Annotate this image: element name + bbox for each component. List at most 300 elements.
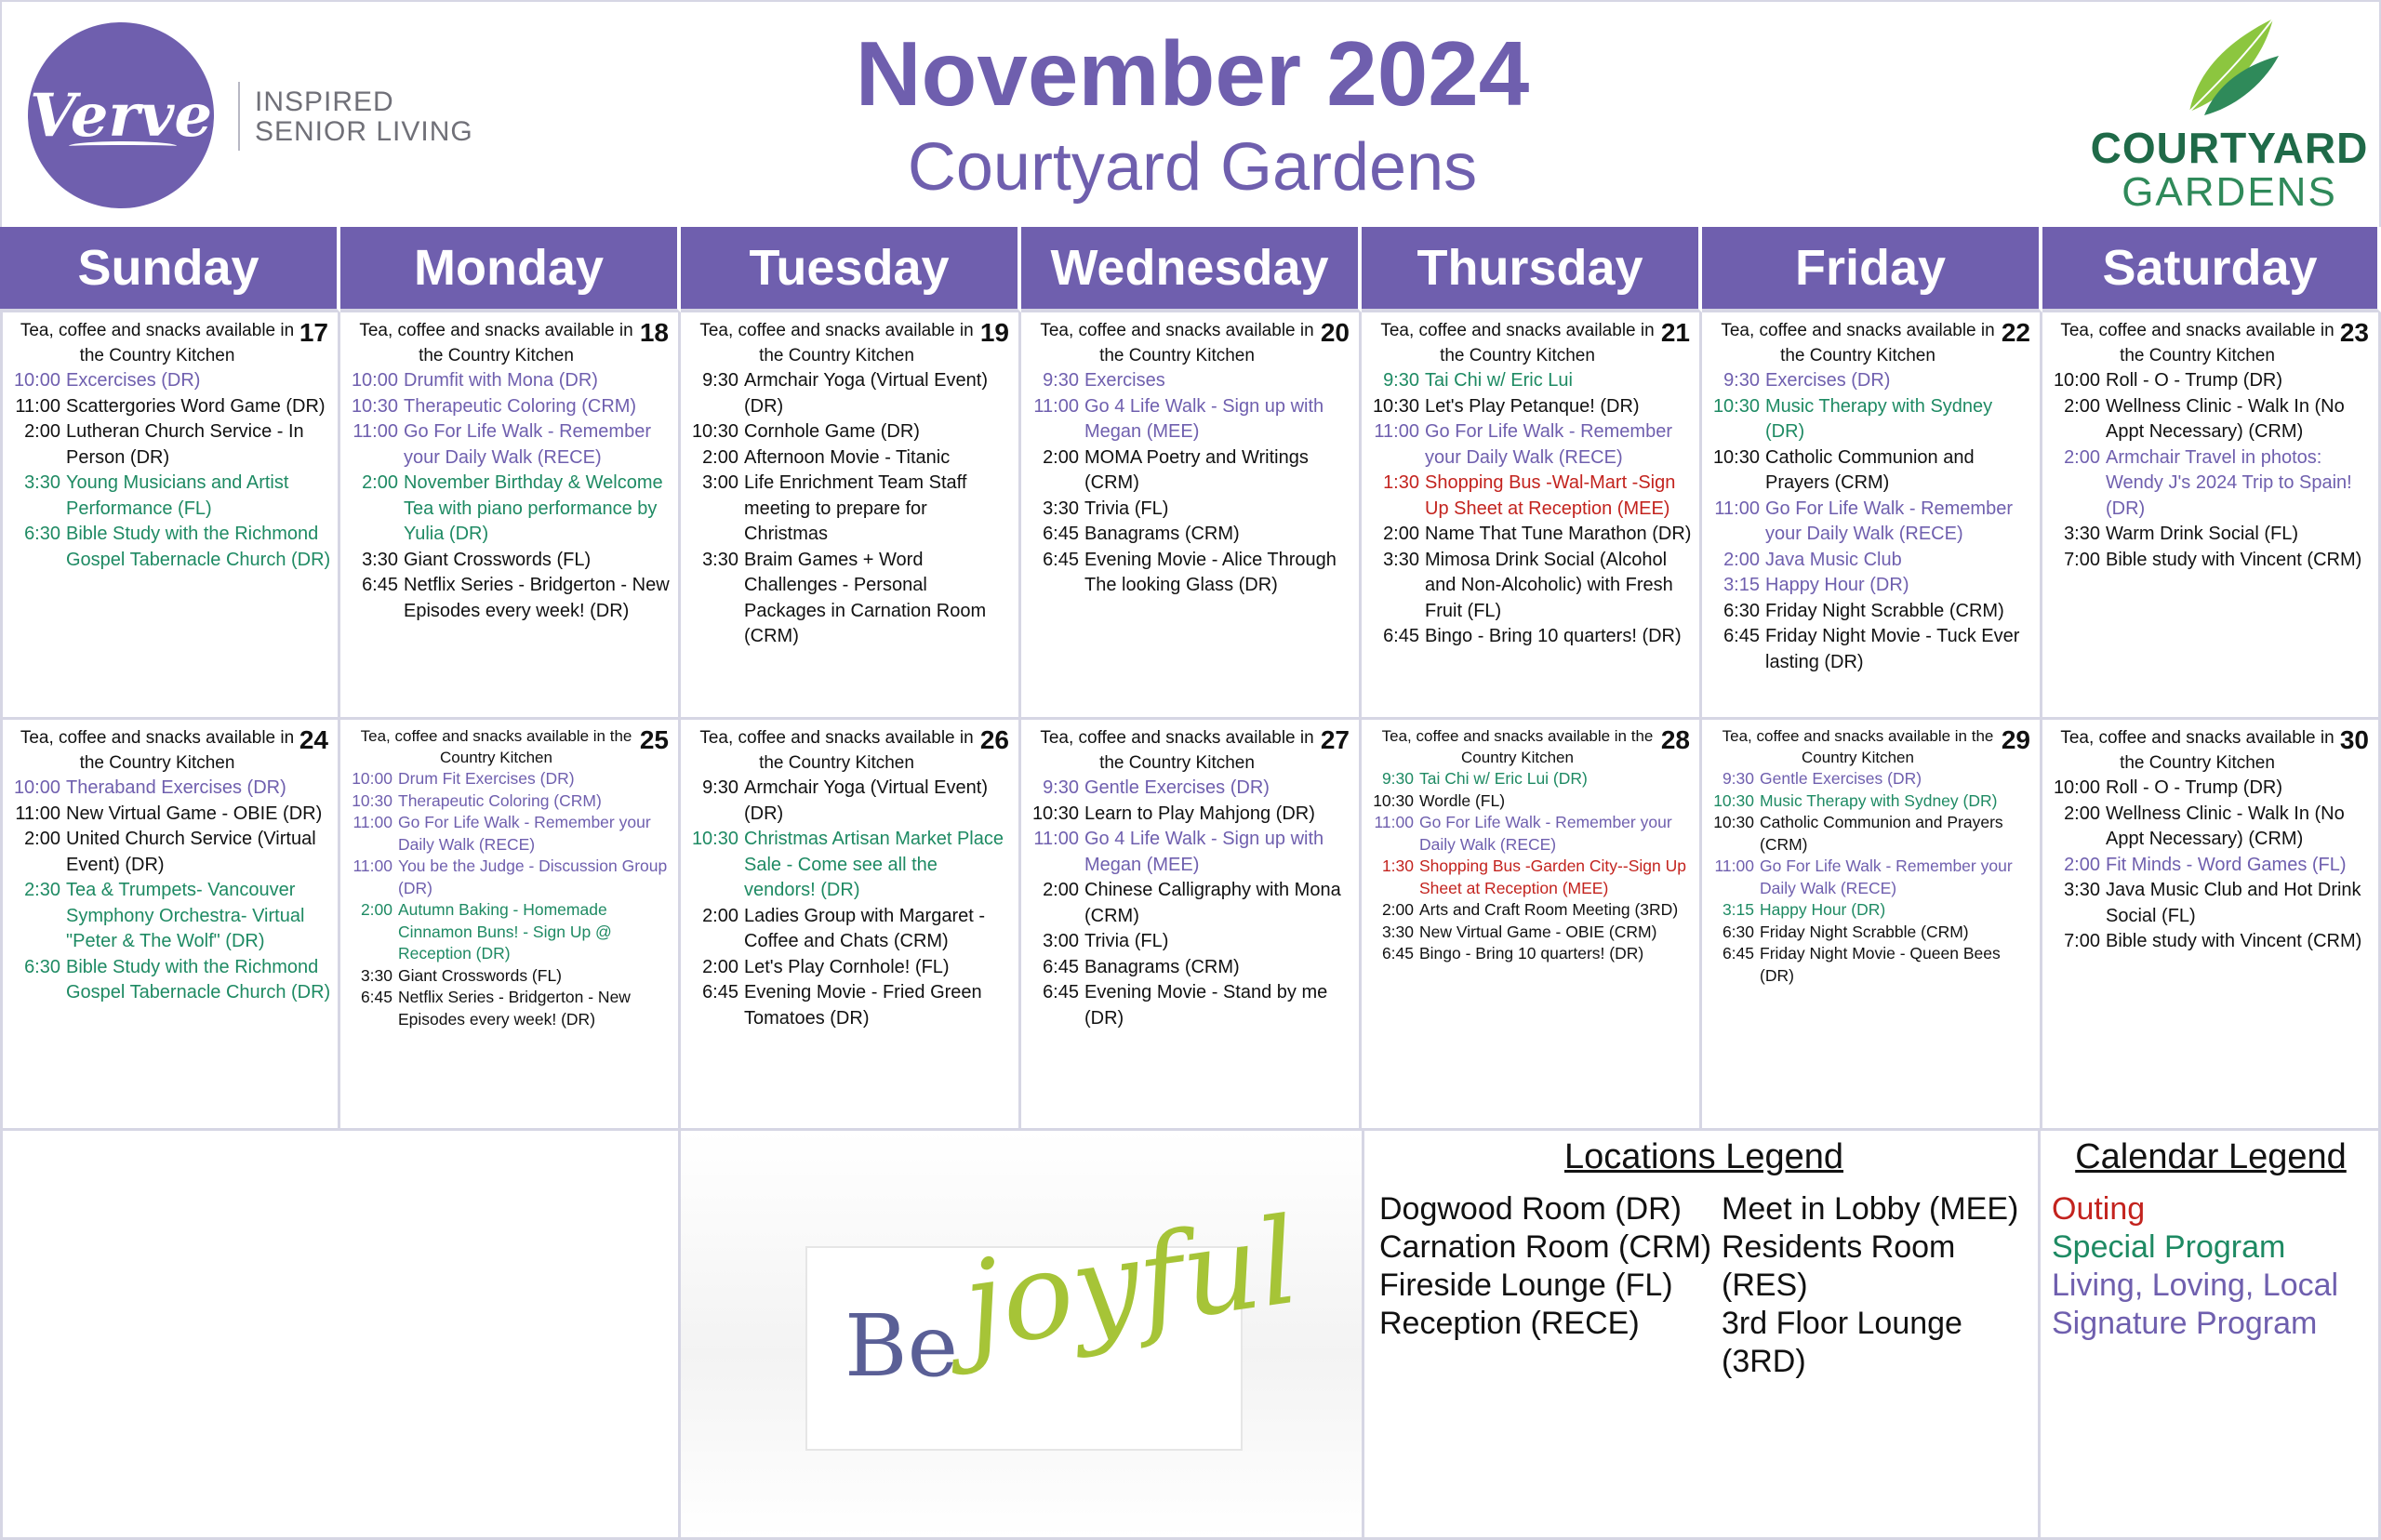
event-item bbox=[1367, 394, 1694, 420]
event-item bbox=[1367, 790, 1694, 813]
event-item bbox=[8, 802, 332, 828]
event-time: 11:00 bbox=[1374, 421, 1419, 442]
event-title: Catholic Communion and Prayers (CRM) bbox=[1765, 446, 1975, 493]
event-title: Ladies Group with Margaret - Coffee and Chats (CRM) bbox=[744, 905, 986, 951]
event-title: Warm Drink Social (FL) bbox=[2106, 524, 2299, 544]
event-item bbox=[1027, 827, 1353, 878]
tea-coffee-note: Tea, coffee and snacks available in the Country Kitchen bbox=[1381, 727, 1654, 766]
event-time: 3:30 bbox=[1381, 922, 1414, 941]
event-item bbox=[8, 827, 332, 878]
verve-logo bbox=[28, 22, 214, 208]
event-time: 6:45 bbox=[1043, 524, 1079, 544]
event-item bbox=[346, 573, 672, 624]
event-item bbox=[2048, 368, 2373, 394]
event-item bbox=[1708, 573, 2034, 599]
event-title: Afternoon Movie - Titanic bbox=[744, 446, 951, 468]
tea-coffee-note: Tea, coffee and snacks available in the Country Kitchen bbox=[699, 728, 974, 773]
event-time: 1:30 bbox=[1383, 472, 1419, 493]
tea-coffee-note: Tea, coffee and snacks available in the Country Kitchen bbox=[1722, 727, 1994, 766]
event-title: Name That Tune Marathon (DR) bbox=[1425, 524, 1692, 544]
event-item bbox=[1027, 929, 1353, 955]
weekday-saturday: Saturday bbox=[2042, 227, 2381, 312]
event-title: Bingo - Bring 10 quarters! (DR) bbox=[1419, 944, 1644, 962]
event-item bbox=[1708, 790, 2034, 813]
event-time: 3:15 bbox=[1723, 575, 1760, 595]
event-item bbox=[346, 419, 672, 471]
event-item bbox=[346, 768, 672, 790]
tea-coffee-note: Tea, coffee and snacks available in the Country Kitchen bbox=[359, 321, 633, 365]
event-time: 2:00 bbox=[2064, 395, 2100, 417]
event-title: Bingo - Bring 10 quarters! (DR) bbox=[1425, 626, 1682, 646]
event-title: Go For Life Walk - Remember your Daily Walk (RECE) bbox=[1765, 498, 2013, 544]
event-title: Catholic Communion and Prayers (CRM) bbox=[1760, 813, 2003, 854]
event-time: 9:30 bbox=[702, 777, 738, 798]
event-time: 11:00 bbox=[352, 421, 398, 442]
location-legend-entry: Reception (RECE) bbox=[1379, 1306, 1640, 1341]
event-title: Roll - O - Trump (DR) bbox=[2106, 370, 2282, 391]
event-time: 2:00 bbox=[702, 446, 738, 468]
event-time: 10:30 bbox=[1031, 803, 1079, 824]
event-time: 10:00 bbox=[2053, 777, 2100, 798]
event-time: 6:30 bbox=[1722, 922, 1754, 941]
empty-panel bbox=[0, 1131, 681, 1540]
event-time: 2:00 bbox=[1043, 880, 1079, 900]
day-cell-17 bbox=[0, 312, 340, 720]
event-time: 11:00 bbox=[1714, 498, 1760, 519]
event-time: 2:00 bbox=[1043, 446, 1079, 468]
event-time: 9:30 bbox=[1723, 370, 1760, 391]
event-title: New Virtual Game - OBIE (CRM) bbox=[1419, 922, 1657, 941]
event-time: 11:00 bbox=[1374, 813, 1414, 831]
event-time: 3:00 bbox=[702, 472, 738, 493]
day-cell-25 bbox=[340, 720, 681, 1131]
event-time: 2:00 bbox=[362, 472, 398, 493]
event-item bbox=[1708, 548, 2034, 574]
day-number: 21 bbox=[1660, 318, 1690, 347]
event-item bbox=[346, 899, 672, 965]
month-title: November 2024 bbox=[855, 22, 1530, 125]
tea-coffee-note: Tea, coffee and snacks available in the Country Kitchen bbox=[699, 321, 974, 365]
event-time: 11:00 bbox=[15, 803, 60, 824]
event-title: Excercises (DR) bbox=[66, 370, 201, 391]
event-time: 11:00 bbox=[1033, 395, 1079, 417]
event-title: MOMA Poetry and Writings (CRM) bbox=[1084, 446, 1309, 493]
weekday-sunday: Sunday bbox=[0, 227, 340, 312]
event-item bbox=[1708, 497, 2034, 548]
event-title: Arts and Craft Room Meeting (3RD) bbox=[1419, 900, 1679, 919]
day-cell-19 bbox=[681, 312, 1021, 720]
event-item bbox=[1027, 878, 1353, 929]
event-title: Mimosa Drink Social (Alcohol and Non-Alcoholic) with Fresh Fruit (FL) bbox=[1425, 549, 1673, 621]
event-title: Wellness Clinic - Walk In (No Appt Necessary) (CRM) bbox=[2106, 803, 2345, 849]
event-time: 3:30 bbox=[362, 549, 398, 570]
event-item bbox=[8, 878, 332, 955]
event-title: November Birthday & Welcome Tea with piano performance by Yulia (DR) bbox=[404, 472, 663, 544]
weekday-friday: Friday bbox=[1702, 227, 2042, 312]
event-title: Friday Night Scrabble (CRM) bbox=[1765, 600, 2004, 621]
event-item bbox=[8, 394, 332, 420]
day-cell-28 bbox=[1362, 720, 1702, 1131]
event-item bbox=[346, 548, 672, 574]
calendar-legend-entry: Outing bbox=[2052, 1191, 2146, 1227]
event-title: Armchair Yoga (Virtual Event) (DR) bbox=[744, 777, 988, 824]
event-item bbox=[346, 471, 672, 548]
be-joyful-image bbox=[805, 1191, 1307, 1451]
event-title: Young Musicians and Artist Performance (FL) bbox=[66, 472, 289, 519]
event-item bbox=[346, 965, 672, 988]
event-title: Go For Life Walk - Remember your Daily Walk (RECE) bbox=[1760, 856, 2013, 897]
event-item bbox=[1708, 922, 2034, 944]
location-legend-entry: 3rd Floor Lounge (3RD) bbox=[1722, 1306, 1962, 1379]
event-title: Music Therapy with Sydney (DR) bbox=[1765, 395, 1993, 442]
event-title: Theraband Exercises (DR) bbox=[66, 777, 286, 798]
event-title: Music Therapy with Sydney (DR) bbox=[1760, 790, 1998, 810]
calendar-legend bbox=[2041, 1131, 2381, 1540]
event-time: 6:45 bbox=[360, 988, 392, 1006]
day-cell-22 bbox=[1702, 312, 2042, 720]
event-item bbox=[1708, 856, 2034, 899]
calendar-legend-title: Calendar Legend bbox=[2075, 1137, 2347, 1176]
event-time: 1:30 bbox=[1381, 856, 1414, 875]
event-title: Learn to Play Mahjong (DR) bbox=[1084, 803, 1315, 824]
event-title: Go For Life Walk - Remember your Daily Walk (RECE) bbox=[1425, 421, 1672, 468]
event-time: 11:00 bbox=[1033, 829, 1079, 849]
event-title: Lutheran Church Service - In Person (DR) bbox=[66, 421, 304, 468]
event-item bbox=[1367, 943, 1694, 965]
event-item bbox=[686, 776, 1013, 827]
event-title: Go For Life Walk - Remember your Daily Walk (RECE) bbox=[404, 421, 651, 468]
event-time: 2:00 bbox=[360, 900, 392, 919]
weekday-tuesday: Tuesday bbox=[681, 227, 1021, 312]
event-title: Trivia (FL) bbox=[1084, 498, 1169, 519]
weekday-header-row bbox=[0, 227, 2381, 312]
day-number: 29 bbox=[2001, 725, 2030, 754]
event-time: 2:00 bbox=[1381, 900, 1414, 919]
calendar-grid bbox=[0, 312, 2381, 1131]
event-title: Friday Night Movie - Tuck Ever lasting (DR) bbox=[1765, 626, 2020, 672]
event-time: 3:30 bbox=[1383, 549, 1419, 570]
event-title: Scattergories Word Game (DR) bbox=[66, 395, 326, 417]
event-item bbox=[1708, 899, 2034, 922]
tea-coffee-note: Tea, coffee and snacks available in the Country Kitchen bbox=[2060, 728, 2334, 773]
event-time: 10:30 bbox=[1373, 790, 1414, 810]
event-title: Gentle Exercises (DR) bbox=[1084, 777, 1270, 798]
event-item bbox=[1367, 548, 1694, 625]
event-time: 3:30 bbox=[2064, 524, 2100, 544]
day-cell-30 bbox=[2042, 720, 2381, 1131]
event-title: United Church Service (Virtual Event) (DR) bbox=[66, 829, 316, 875]
event-time: 10:00 bbox=[351, 370, 398, 391]
event-title: Bible Study with the Richmond Gospel Tabernacle Church (DR) bbox=[66, 524, 331, 570]
event-title: Go 4 Life Walk - Sign up with Megan (MEE) bbox=[1084, 395, 1324, 442]
event-time: 9:30 bbox=[1383, 370, 1419, 391]
event-time: 6:45 bbox=[1043, 982, 1079, 1002]
event-title: Wordle (FL) bbox=[1419, 790, 1506, 810]
day-number: 22 bbox=[2001, 318, 2030, 347]
event-title: Go For Life Walk - Remember your Daily Walk (RECE) bbox=[398, 813, 651, 854]
weekday-thursday: Thursday bbox=[1362, 227, 1702, 312]
verve-logo-text: Verve bbox=[29, 80, 213, 151]
event-time: 2:00 bbox=[2064, 446, 2100, 468]
event-time: 10:00 bbox=[13, 370, 60, 391]
legend-row bbox=[0, 1131, 2381, 1540]
event-title: Therapeutic Coloring (CRM) bbox=[404, 395, 637, 417]
event-time: 3:00 bbox=[1043, 931, 1079, 951]
event-time: 10:30 bbox=[1372, 395, 1419, 417]
tea-coffee-note: Tea, coffee and snacks available in the Country Kitchen bbox=[1040, 728, 1314, 773]
event-time: 6:45 bbox=[1043, 549, 1079, 570]
tea-coffee-note: Tea, coffee and snacks available in the Country Kitchen bbox=[2060, 321, 2334, 365]
location-legend-entry: Meet in Lobby (MEE) bbox=[1722, 1191, 2019, 1227]
event-time: 10:00 bbox=[352, 769, 392, 788]
event-title: You be the Judge - Discussion Group (DR) bbox=[398, 856, 668, 897]
event-title: Java Music Club and Hot Drink Social (FL) bbox=[2106, 880, 2361, 926]
event-item bbox=[1027, 445, 1353, 497]
event-title: Wellness Clinic - Walk In (No Appt Necessary) (CRM) bbox=[2106, 395, 2345, 442]
event-item bbox=[2048, 394, 2373, 445]
event-item bbox=[1367, 812, 1694, 856]
event-item bbox=[1027, 548, 1353, 599]
day-cell-18 bbox=[340, 312, 681, 720]
event-item bbox=[1708, 445, 2034, 497]
event-time: 9:30 bbox=[1043, 777, 1079, 798]
event-item bbox=[1708, 812, 2034, 856]
event-title: Gentle Exercises (DR) bbox=[1760, 769, 1922, 788]
event-time: 9:30 bbox=[1043, 370, 1079, 391]
event-time: 11:00 bbox=[15, 395, 60, 417]
event-title: Banagrams (CRM) bbox=[1084, 956, 1240, 977]
event-title: Roll - O - Trump (DR) bbox=[2106, 777, 2282, 798]
event-time: 3:15 bbox=[1722, 900, 1754, 919]
event-time: 10:30 bbox=[1712, 446, 1760, 468]
courtyard-gardens-logo bbox=[2085, 19, 2374, 214]
event-time: 6:45 bbox=[362, 575, 398, 595]
event-item bbox=[1027, 802, 1353, 828]
event-item bbox=[1367, 419, 1694, 471]
event-time: 2:00 bbox=[702, 956, 738, 977]
event-item bbox=[1367, 922, 1694, 944]
event-item bbox=[1027, 394, 1353, 445]
event-title: Drumfit with Mona (DR) bbox=[404, 370, 598, 391]
event-item bbox=[2048, 878, 2373, 929]
event-title: Armchair Travel in photos: Wendy J's 2024 Trip to Spain! (DR) bbox=[2106, 446, 2352, 519]
event-time: 9:30 bbox=[702, 370, 738, 391]
event-title: Giant Crosswords (FL) bbox=[404, 549, 592, 570]
event-item bbox=[346, 987, 672, 1030]
event-item bbox=[2048, 802, 2373, 853]
event-title: Tai Chi w/ Eric Lui (DR) bbox=[1419, 769, 1588, 788]
event-item bbox=[686, 419, 1013, 445]
event-item bbox=[686, 827, 1013, 904]
event-item bbox=[346, 856, 672, 899]
event-title: Exercises bbox=[1084, 370, 1165, 391]
day-number: 20 bbox=[1320, 318, 1350, 347]
event-item bbox=[2048, 929, 2373, 955]
event-title: Happy Hour (DR) bbox=[1765, 575, 1909, 595]
event-item bbox=[1367, 624, 1694, 650]
event-item bbox=[2048, 522, 2373, 548]
event-item bbox=[686, 548, 1013, 650]
tea-coffee-note: Tea, coffee and snacks available in the Country Kitchen bbox=[1380, 321, 1655, 365]
locations-column-right bbox=[1722, 1190, 2038, 1381]
event-item bbox=[1708, 599, 2034, 625]
event-time: 2:00 bbox=[702, 905, 738, 926]
event-time: 2:00 bbox=[24, 829, 60, 849]
event-item bbox=[1027, 522, 1353, 548]
event-title: Banagrams (CRM) bbox=[1084, 524, 1240, 544]
day-cell-24 bbox=[0, 720, 340, 1131]
event-time: 11:00 bbox=[352, 813, 392, 831]
weekday-monday: Monday bbox=[340, 227, 681, 312]
event-item bbox=[1708, 768, 2034, 790]
event-item bbox=[1027, 955, 1353, 981]
event-time: 6:45 bbox=[702, 982, 738, 1002]
event-item bbox=[1027, 497, 1353, 523]
day-number: 23 bbox=[2339, 318, 2369, 347]
be-joyful-panel bbox=[681, 1131, 1362, 1540]
event-time: 7:00 bbox=[2064, 931, 2100, 951]
event-item bbox=[2048, 445, 2373, 523]
event-time: 3:30 bbox=[360, 965, 392, 985]
event-item bbox=[1367, 899, 1694, 922]
event-title: Autumn Baking - Homemade Cinnamon Buns! - Sign Up @ Reception (DR) bbox=[398, 900, 612, 962]
event-title: Evening Movie - Stand by me (DR) bbox=[1084, 982, 1328, 1029]
day-number: 27 bbox=[1320, 725, 1350, 754]
event-item bbox=[8, 368, 332, 394]
event-item bbox=[686, 471, 1013, 548]
community-title: Courtyard Gardens bbox=[907, 130, 1478, 205]
event-time: 3:30 bbox=[702, 549, 738, 570]
event-item bbox=[1708, 394, 2034, 445]
event-item bbox=[8, 471, 332, 522]
event-item bbox=[1708, 368, 2034, 394]
event-title: Exercises (DR) bbox=[1765, 370, 1891, 391]
event-time: 10:30 bbox=[691, 829, 738, 849]
event-time: 6:30 bbox=[24, 956, 60, 977]
event-time: 11:00 bbox=[1714, 856, 1754, 875]
event-time: 11:00 bbox=[352, 856, 392, 875]
event-time: 9:30 bbox=[1722, 769, 1754, 788]
calendar-legend-items bbox=[2052, 1190, 2377, 1343]
event-title: Let's Play Petanque! (DR) bbox=[1425, 395, 1640, 417]
logo-divider bbox=[238, 82, 240, 151]
event-item bbox=[1367, 522, 1694, 548]
event-time: 6:30 bbox=[1723, 600, 1760, 621]
gardens-logo-text: GARDENS bbox=[2122, 169, 2337, 215]
event-item bbox=[8, 776, 332, 802]
event-time: 6:45 bbox=[1722, 944, 1754, 962]
event-item bbox=[8, 955, 332, 1006]
event-item bbox=[1027, 368, 1353, 394]
calendar-legend-entry: Special Program bbox=[2052, 1229, 2286, 1265]
event-time: 6:45 bbox=[1381, 944, 1414, 962]
event-title: Let's Play Cornhole! (FL) bbox=[744, 956, 950, 977]
event-time: 2:30 bbox=[24, 880, 60, 900]
event-item bbox=[686, 980, 1013, 1031]
event-time: 10:30 bbox=[1712, 395, 1760, 417]
be-joyful-be-text: Be bbox=[845, 1296, 959, 1396]
event-item bbox=[686, 904, 1013, 955]
event-title: Trivia (FL) bbox=[1084, 931, 1169, 951]
event-title: Giant Crosswords (FL) bbox=[398, 965, 563, 985]
event-title: Friday Night Movie - Queen Bees (DR) bbox=[1760, 944, 2001, 985]
event-time: 10:30 bbox=[691, 421, 738, 442]
verve-swoosh-icon bbox=[69, 141, 177, 151]
event-time: 3:30 bbox=[1043, 498, 1079, 519]
event-item bbox=[1367, 368, 1694, 394]
event-title: Fit Minds - Word Games (FL) bbox=[2106, 854, 2347, 875]
event-title: Go 4 Life Walk - Sign up with Megan (MEE) bbox=[1084, 829, 1324, 875]
tagline-line-2: SENIOR LIVING bbox=[255, 116, 473, 147]
event-time: 3:30 bbox=[24, 472, 60, 493]
event-item bbox=[686, 445, 1013, 471]
day-number: 24 bbox=[299, 725, 328, 754]
tea-coffee-note: Tea, coffee and snacks available in the Country Kitchen bbox=[20, 321, 295, 365]
event-item bbox=[346, 790, 672, 813]
event-item bbox=[1367, 471, 1694, 522]
event-title: Bible Study with the Richmond Gospel Tabernacle Church (DR) bbox=[66, 956, 331, 1002]
event-time: 2:00 bbox=[2064, 854, 2100, 875]
event-title: Chinese Calligraphy with Mona (CRM) bbox=[1084, 880, 1341, 926]
event-item bbox=[8, 419, 332, 471]
event-title: Cornhole Game (DR) bbox=[744, 421, 920, 442]
event-time: 10:30 bbox=[352, 790, 392, 810]
event-item bbox=[1367, 768, 1694, 790]
event-time: 10:00 bbox=[13, 777, 60, 798]
event-title: Netflix Series - Bridgerton - New Episodes every week! (DR) bbox=[404, 575, 670, 621]
event-time: 6:45 bbox=[1723, 626, 1760, 646]
locations-legend bbox=[1362, 1131, 2041, 1540]
tea-coffee-note: Tea, coffee and snacks available in the Country Kitchen bbox=[360, 727, 632, 766]
courtyard-logo-text: COURTYARD bbox=[2090, 124, 2369, 172]
event-title: Shopping Bus -Wal-Mart -Sign Up Sheet at Reception (MEE) bbox=[1425, 472, 1676, 519]
event-item bbox=[1708, 624, 2034, 675]
event-title: Braim Games + Word Challenges - Personal Packages in Carnation Room (CRM) bbox=[744, 549, 987, 646]
event-time: 9:30 bbox=[1381, 769, 1414, 788]
day-cell-20 bbox=[1021, 312, 1362, 720]
event-time: 2:00 bbox=[1383, 524, 1419, 544]
event-item bbox=[346, 368, 672, 394]
event-title: Java Music Club bbox=[1765, 549, 1902, 570]
event-item bbox=[346, 812, 672, 856]
event-time: 2:00 bbox=[2064, 803, 2100, 824]
locations-column-left bbox=[1379, 1190, 1714, 1343]
be-joyful-joyful-text: joyful bbox=[955, 1191, 1307, 1376]
event-title: Go For Life Walk - Remember your Daily Walk (RECE) bbox=[1419, 813, 1672, 854]
event-time: 2:00 bbox=[24, 421, 60, 442]
event-time: 6:45 bbox=[1043, 956, 1079, 977]
day-number: 26 bbox=[979, 725, 1009, 754]
event-title: Netflix Series - Bridgerton - New Episodes every week! (DR) bbox=[398, 988, 631, 1029]
event-title: Happy Hour (DR) bbox=[1760, 900, 1886, 919]
calendar-header bbox=[0, 0, 2381, 227]
event-item bbox=[686, 368, 1013, 419]
day-number: 17 bbox=[299, 318, 328, 347]
event-title: Therapeutic Coloring (CRM) bbox=[398, 790, 602, 810]
locations-legend-title: Locations Legend bbox=[1563, 1137, 1844, 1176]
weekday-wednesday: Wednesday bbox=[1021, 227, 1362, 312]
calendar-legend-entry: Living, Loving, Local Signature Program bbox=[2052, 1268, 2339, 1341]
event-title: Christmas Artisan Market Place Sale - Come see all the vendors! (DR) bbox=[744, 829, 1004, 900]
event-item bbox=[8, 522, 332, 573]
event-title: Life Enrichment Team Staff meeting to prepare for Christmas bbox=[744, 472, 967, 544]
day-cell-27 bbox=[1021, 720, 1362, 1131]
event-time: 3:30 bbox=[2064, 880, 2100, 900]
event-item bbox=[1708, 943, 2034, 987]
event-item bbox=[346, 394, 672, 420]
day-cell-29 bbox=[1702, 720, 2042, 1131]
day-number: 19 bbox=[979, 318, 1009, 347]
